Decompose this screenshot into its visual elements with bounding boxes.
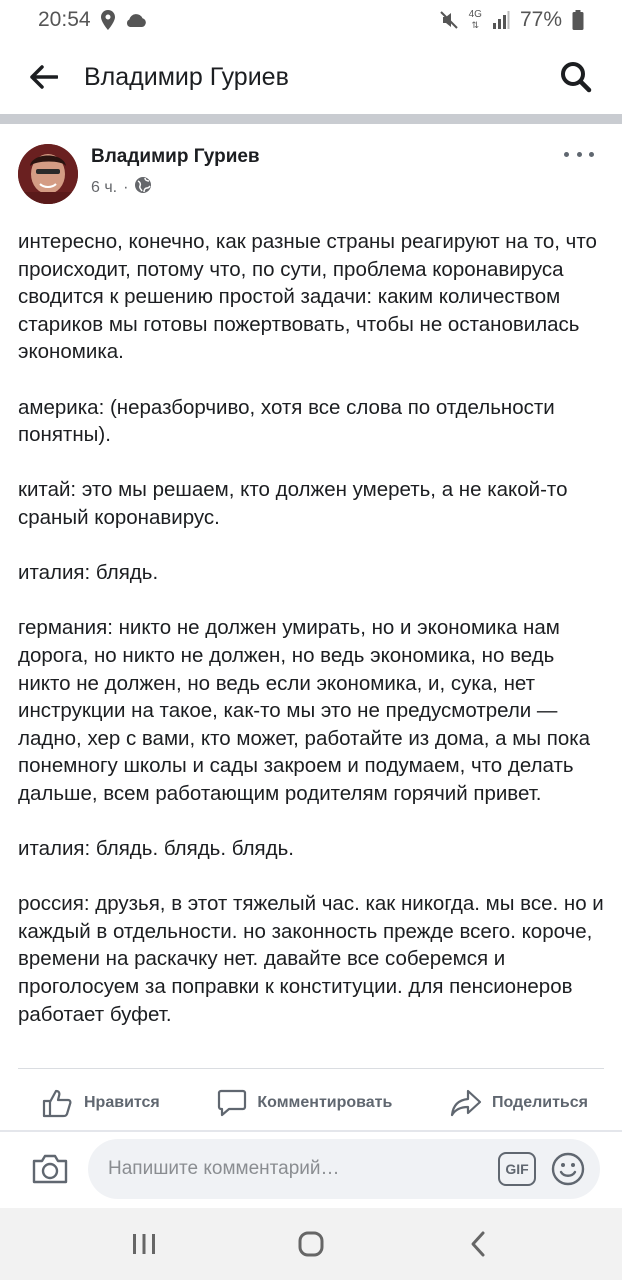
page-title: Владимир Гуриев (84, 62, 289, 91)
avatar-image (18, 144, 78, 204)
status-left (38, 8, 147, 32)
back-button[interactable] (26, 59, 62, 95)
battery-icon (572, 10, 584, 30)
globe-icon (134, 176, 152, 199)
author-name[interactable]: Владимир Гуриев (91, 146, 260, 167)
battery-percent: 77% (519, 8, 562, 31)
comment-bar (0, 1136, 622, 1202)
post-paragraph: италия: блядь. (18, 561, 159, 585)
status-right (439, 8, 584, 32)
post-body (18, 228, 608, 1056)
app-header (0, 40, 622, 114)
share-button[interactable] (450, 1089, 588, 1117)
emoji-button[interactable] (550, 1151, 586, 1187)
status-time: 20:54 (38, 8, 91, 31)
more-dot-icon (564, 152, 569, 157)
data-arrows-icon: ⇅ (471, 20, 480, 30)
comment-icon (217, 1088, 247, 1118)
comment-placeholder: Напишите комментарий… (108, 1158, 340, 1179)
system-nav-bar (0, 1208, 622, 1280)
signal-icon (492, 11, 510, 29)
search-button[interactable] (556, 57, 596, 97)
back-chevron-icon (469, 1230, 487, 1258)
search-icon (560, 61, 592, 93)
gif-button[interactable]: GIF (498, 1152, 536, 1186)
home-icon (297, 1230, 325, 1258)
recent-apps-button[interactable] (114, 1214, 174, 1274)
post-paragraph: россия: друзья, в этот тяжелый час. как никогда. мы все. но и каждый в отдельности. но законность прежде всего. короче, времени на раскачку нет. давайте все соберемся и проголосуем за поправки к конституции. для пенсионеров работает буфет. (18, 892, 604, 1026)
header-divider (0, 114, 622, 124)
like-label: Нравится (84, 1094, 160, 1111)
location-icon (101, 10, 115, 30)
status-bar (0, 0, 622, 40)
comment-button[interactable] (217, 1088, 392, 1118)
camera-icon (31, 1153, 69, 1185)
comment-input[interactable] (88, 1139, 600, 1199)
post-actions (0, 1078, 622, 1128)
more-dot-icon (577, 152, 582, 157)
post-paragraph: германия: никто не должен умирать, но и экономика нам дорога, но никто не должен, но ведь экономика, но ведь никто не должен, но ведь если экономика, и, сука, нет инструкции на такое, как-то мы это не предусмотрели — ладно, хер с вами, кто может, работайте из дома, а мы пока понемногу школы и сады закроем и подумаем, что делать дальше, всем работающим родителям горячий привет. (18, 616, 591, 805)
more-dot-icon (589, 152, 594, 157)
back-nav-button[interactable] (448, 1214, 508, 1274)
share-icon (450, 1089, 482, 1117)
avatar[interactable] (18, 144, 78, 204)
share-label: Поделиться (491, 1094, 588, 1111)
post-paragraph: америка: (неразборчиво, хотя все слова по отдельности понятны). (18, 395, 555, 447)
cloud-icon (125, 13, 147, 27)
emoji-icon (551, 1152, 585, 1186)
more-options-button[interactable] (564, 144, 594, 164)
meta-separator: · (123, 178, 129, 196)
home-button[interactable] (281, 1214, 341, 1274)
actions-divider (18, 1068, 604, 1069)
recent-apps-icon (131, 1232, 157, 1256)
network-type: 4G ⇅ (468, 9, 482, 30)
post-time[interactable]: 6 ч. (91, 178, 118, 196)
post-paragraph: китай: это мы решаем, кто должен умереть, а не какой-то сраный коронавирус. (18, 478, 568, 529)
post-header (18, 140, 604, 210)
back-arrow-icon (30, 65, 58, 89)
actions-bottom-divider (0, 1130, 622, 1132)
post-meta (91, 176, 152, 199)
comment-label: Комментировать (257, 1094, 393, 1111)
thumbs-up-icon (42, 1088, 74, 1118)
like-button[interactable] (42, 1088, 160, 1118)
camera-button[interactable] (28, 1147, 72, 1191)
post-paragraph: италия: блядь. блядь. блядь. (18, 837, 294, 861)
post-paragraph: интересно, конечно, как разные страны реагируют на то, что происходит, потому что, по сути, проблема коронавируса сводится к решению простой задачи: каким количеством стариков мы готовы пожертвовать, чтобы не остановилась экономика. (18, 230, 597, 364)
mute-icon (439, 10, 459, 30)
